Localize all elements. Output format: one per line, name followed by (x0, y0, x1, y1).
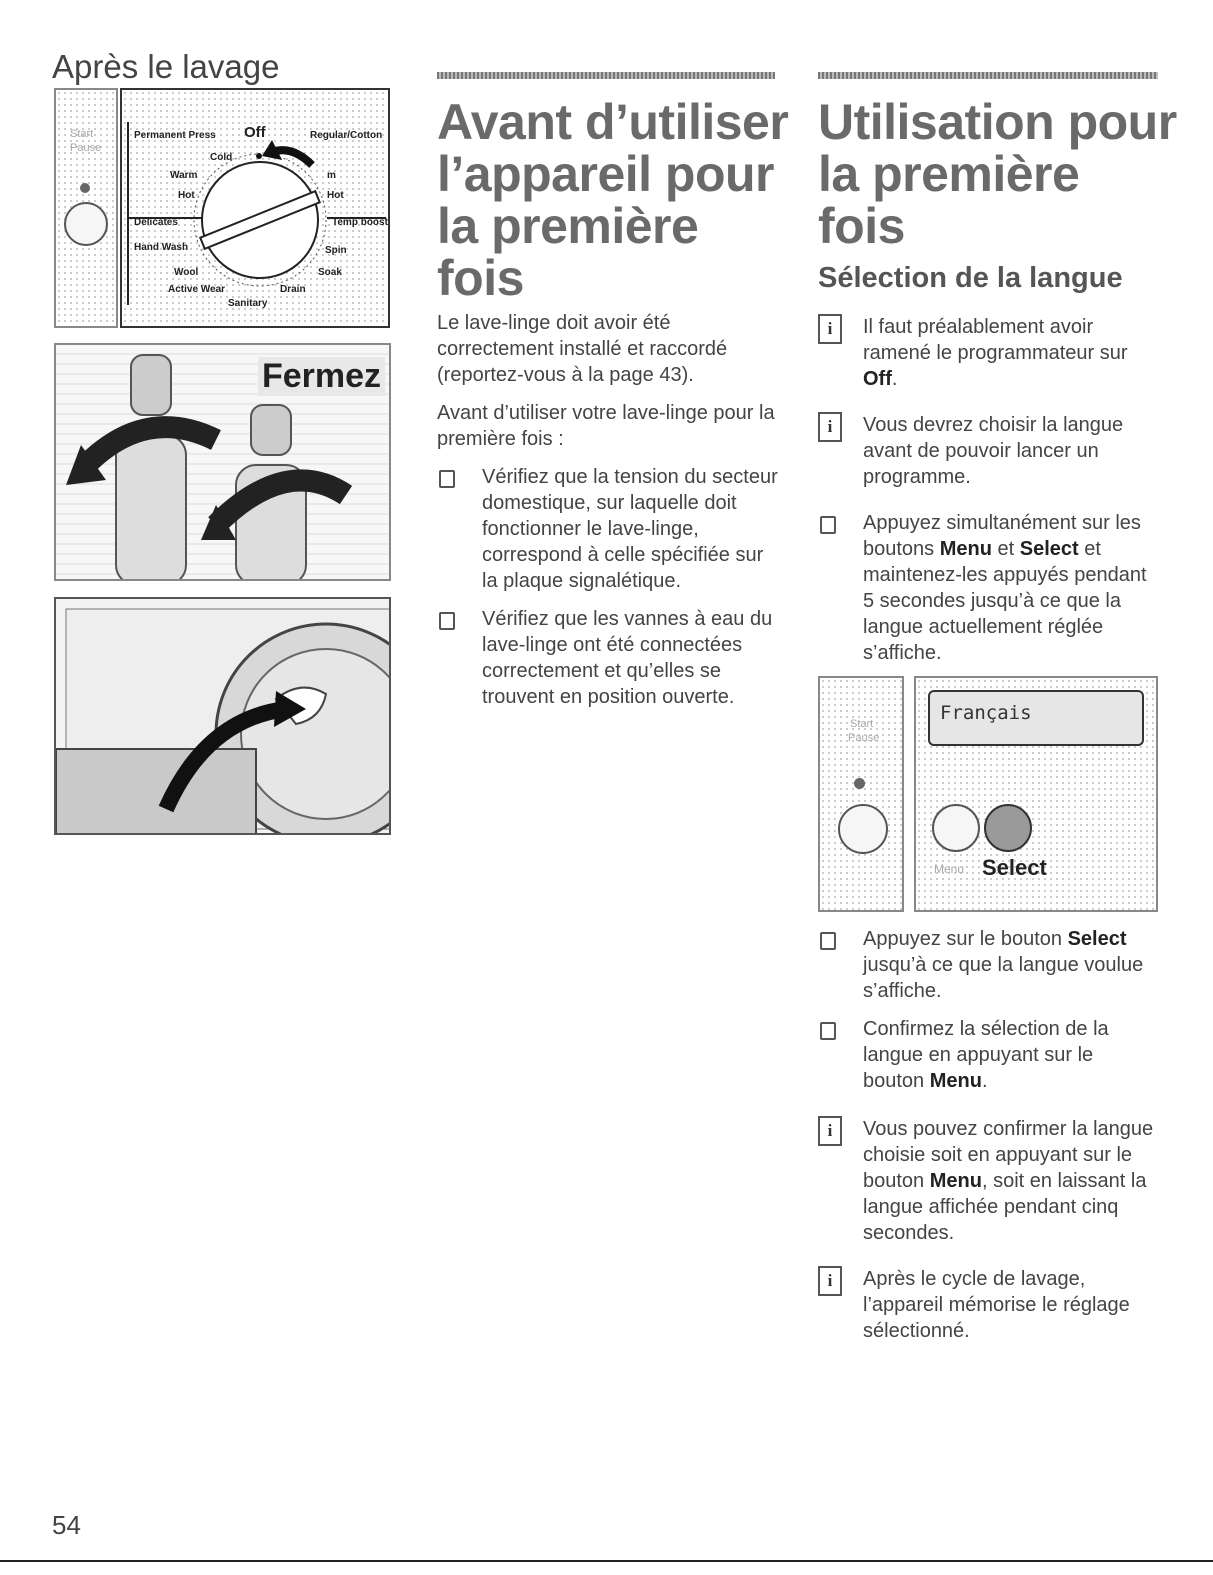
right-top-rule (818, 72, 1158, 79)
dial-label-delicates: Delicates (134, 217, 178, 228)
control-panel-illustration (818, 676, 1158, 912)
list-item-text: Vérifiez que la tension du secteur domestique, sur laquelle doit fonctionner le lave-linge, correspond à celle spécifiée sur la plaque signalétique. (482, 466, 778, 592)
led-indicator (854, 778, 865, 789)
info-icon: i (818, 1266, 842, 1296)
dial-label-cold: Cold (210, 152, 233, 163)
middle-paragraph-2: Avant d’utiliser votre lave-linge pour la première fois : (437, 402, 775, 450)
checkbox-bullet-icon (820, 1022, 836, 1040)
dial-label-temp-boost: Temp boost (332, 217, 388, 228)
lcd-display (928, 690, 1144, 746)
dial-label-hand-wash: Hand Wash (134, 242, 189, 253)
menu-button (932, 804, 980, 852)
right-body-bottom (818, 926, 1158, 1364)
list-item: Appuyez simultanément sur les boutons Menu et Select et maintenez-les appuyés pendant 5 secondes jusqu’à ce que la langue actuellement réglée s’affiche. (818, 510, 1158, 666)
list-item: Confirmez la sélection de la langue en appuyant sur le bouton Menu. (818, 1016, 1158, 1094)
info-note: i Vous pouvez confirmer la langue choisie soit en appuyant sur le bouton Menu, soit en laissant la langue affichée pendant cinq secondes. (818, 1116, 1158, 1246)
info-icon: i (818, 314, 842, 344)
dial-label-hot-right: Hot (327, 190, 344, 201)
right-body-top (818, 314, 1158, 678)
program-dial-panel (120, 88, 390, 328)
start-pause-panel (818, 676, 904, 912)
middle-top-rule (437, 72, 775, 79)
dial-label-drain: Drain (280, 284, 306, 295)
start-pause-panel (54, 88, 118, 328)
list-item-text: Vérifiez que les vannes à eau du lave-linge ont été connectées correctement et qu’elles se trouvent en position ouverte. (482, 608, 773, 708)
middle-paragraph-1: Le lave-linge doit avoir été correctement installé et raccordé (reportez-vous à la page 43). (437, 312, 728, 386)
list-item: Appuyez sur le bouton Select jusqu’à ce que la langue voulue s’affiche. (818, 926, 1158, 1004)
washer-illustration (54, 597, 391, 835)
right-title-line-1: Utilisation pour (818, 94, 1177, 150)
list-item (437, 606, 782, 710)
dial-label-soak: Soak (318, 267, 342, 278)
checkbox-bullet-icon (820, 932, 836, 950)
language-subtitle: Sélection de la langue (818, 262, 1123, 294)
washer-graphic (56, 599, 389, 833)
pause-label: Pause (70, 142, 102, 154)
info-note: i Après le cycle de lavage, l’appareil mémorise le réglage sélectionné. (818, 1266, 1158, 1344)
middle-title-line-1: Avant d’utiliser (437, 94, 789, 150)
right-title-line-3: fois (818, 198, 905, 254)
dial-label-sanitary: Sanitary (228, 298, 268, 309)
valves-illustration (54, 343, 391, 581)
middle-body (437, 310, 782, 722)
start-pause-button (838, 804, 888, 854)
led-indicator (80, 183, 90, 193)
middle-title-line-4: fois (437, 250, 524, 306)
dial-illustration (54, 88, 388, 328)
right-title (818, 96, 1178, 252)
page-number: 54 (52, 1510, 81, 1540)
middle-title-line-3: la première (437, 198, 699, 254)
list-item (437, 464, 782, 594)
checkbox-bullet-icon (439, 470, 455, 488)
pause-label: Pause (848, 732, 880, 744)
fermez-label: Fermez (258, 357, 385, 396)
checkbox-bullet-icon (439, 612, 455, 630)
middle-title (437, 96, 797, 304)
bottom-rule (0, 1560, 1213, 1562)
select-button (984, 804, 1032, 852)
info-note: i Vous devrez choisir la langue avant de pouvoir lancer un programme. (818, 412, 1158, 490)
select-button-label: Select (982, 855, 1047, 880)
info-note: i Il faut préalablement avoir ramené le programmateur sur Off. (818, 314, 1158, 392)
dial-label-spin: Spin (325, 245, 347, 256)
checkbox-bullet-icon (820, 516, 836, 534)
language-display-text: Français (940, 702, 1032, 724)
dial-label-permanent-press: Permanent Press (134, 130, 216, 141)
dial-label-warm: Warm (170, 170, 198, 181)
dial-label-off: Off (244, 124, 266, 141)
start-label: Start (850, 718, 874, 730)
section-title: Après le lavage (52, 48, 280, 85)
dial-label-regular-cotton: Regular/Cotton (310, 130, 383, 141)
start-label: Start (70, 128, 94, 140)
menu-button-label: Menu (934, 862, 965, 876)
start-pause-button (64, 202, 108, 246)
middle-title-line-2: l’appareil pour (437, 146, 775, 202)
right-title-line-2: la première (818, 146, 1080, 202)
dial-label-m: m (327, 170, 336, 181)
info-icon: i (818, 1116, 842, 1146)
info-icon: i (818, 412, 842, 442)
dial-label-hot-left: Hot (178, 190, 195, 201)
dial-label-active-wear: Active Wear (168, 284, 226, 295)
dial-label-wool: Wool (174, 267, 199, 278)
display-panel (914, 676, 1158, 912)
